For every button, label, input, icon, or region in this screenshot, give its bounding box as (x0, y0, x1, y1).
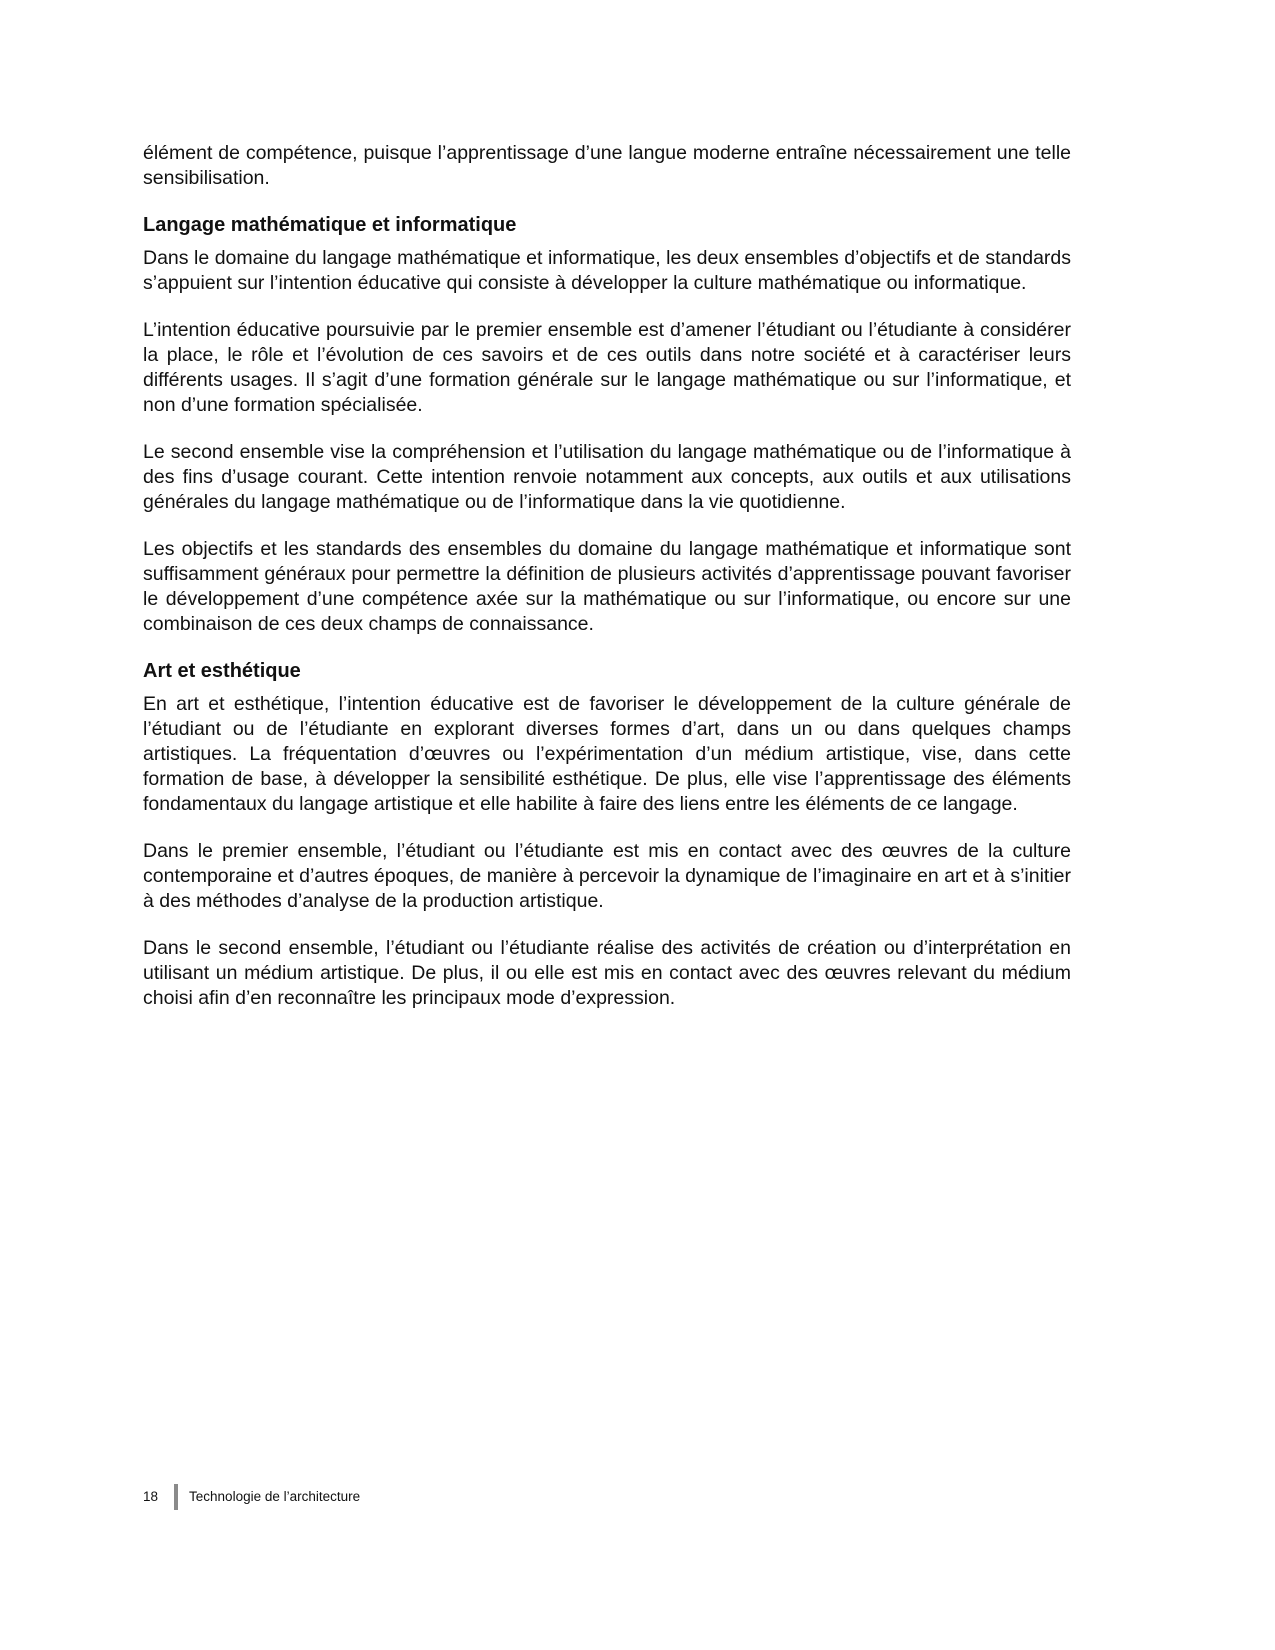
footer-divider (174, 1484, 178, 1510)
page-number: 18 (143, 1489, 159, 1504)
paragraph: Dans le domaine du langage mathématique et informatique, les deux ensembles d’objectifs et de standards s’appuient sur l’intention éducative qui consiste à développer la culture mathématique ou informatique. (143, 247, 1071, 294)
paragraph: Dans le premier ensemble, l’étudiant ou l’étudiante est mis en contact avec des œuvres de la culture contemporaine et d’autres époques, de manière à percevoir la dynamique de l’imaginaire en art et à s’initier à des méthodes d’analyse de la production artistique. (143, 840, 1071, 912)
section-heading-langage-mathematique: Langage mathématique et informatique (143, 214, 517, 236)
footer-document-title: Technologie de l’architecture (189, 1489, 361, 1504)
section-heading-art-esthetique: Art et esthétique (143, 660, 301, 682)
paragraph: Les objectifs et les standards des ensembles du domaine du langage mathématique et informatique sont suffisamment généraux pour permettre la définition de plusieurs activités d’apprentissage pouvant favoriser le développement d’une compétence axée sur la mathématique ou sur l’informatique, ou encore sur une combinaison de ces deux champs de connaissance. (143, 538, 1071, 635)
page-content (143, 141, 1071, 1033)
lead-paragraph: élément de compétence, puisque l’apprentissage d’une langue moderne entraîne nécessairement une telle sensibilisation. (143, 142, 1071, 189)
paragraph: L’intention éducative poursuivie par le premier ensemble est d’amener l’étudiant ou l’étudiante à considérer la place, le rôle et l’évolution de ces savoirs et de ces outils dans notre société et à caractériser leurs différents usages. Il s’agit d’une formation générale sur le langage mathématique ou sur l’informatique, et non d’une formation spécialisée. (143, 319, 1071, 416)
paragraph: Dans le second ensemble, l’étudiant ou l’étudiante réalise des activités de création ou d’interprétation en utilisant un médium artistique. De plus, il ou elle est mis en contact avec des œuvres relevant du médium choisi afin d’en reconnaître les principaux mode d’expression. (143, 937, 1071, 1009)
page-footer (143, 1484, 360, 1510)
paragraph: Le second ensemble vise la compréhension et l’utilisation du langage mathématique ou de l’informatique à des fins d’usage courant. Cette intention renvoie notamment aux concepts, aux outils et aux utilisations générales du langage mathématique ou de l’informatique dans la vie quotidienne. (143, 441, 1071, 513)
paragraph: En art et esthétique, l’intention éducative est de favoriser le développement de la culture générale de l’étudiant ou de l’étudiante en explorant diverses formes d’art, dans un ou dans quelques champs artistiques. La fréquentation d’œuvres ou l’expérimentation d’un médium artistique, vise, dans cette formation de base, à développer la sensibilité esthétique. De plus, elle vise l’apprentissage des éléments fondamentaux du langage artistique et elle habilite à faire des liens entre les éléments de ce langage. (143, 693, 1071, 815)
